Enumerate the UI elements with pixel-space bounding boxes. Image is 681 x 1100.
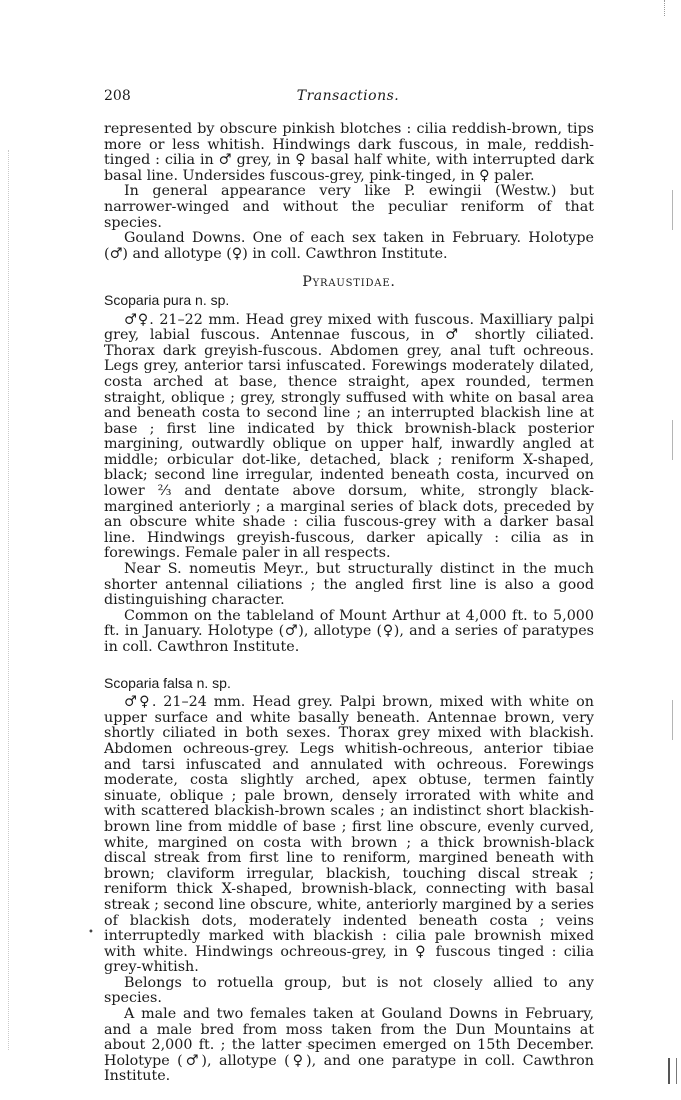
scan-edge-mark: [672, 190, 675, 230]
species-description: ♂♀. 21–24 mm. Head grey. Palpi brown, mixed with white on upper surface and white basally beneath. Antennae brown, very shortly ciliated in both sexes. Thorax grey mixed with blackish. Abdomen ochreous-grey. Legs whitish-ochreous, anterior tibiae and tarsi infuscated and annulated with ochreous. Forewings moderate, costa slightly arched, apex obtuse, termen faintly sinuate, oblique ; pale brown, densely irrorated with white and with scattered blackish-brown scales ; an indistinct short blackish-brown line from middle of base ; first line obscure, evenly curved, white, margined on costa with brown ; a thick brownish-black discal streak from first line to reniform, margined beneath with brown; claviform irregular, blackish, touching discal streak ; reniform thick X-shaped, brownish-black, connecting with basal streak ; second line obscure, white, anteriorly margined by a series of blackish dots, moderately indented beneath costa ; veins interruptedly marked with blackish : cilia pale brownish mixed with white. Hindwings ochreous-grey, in ♀ fuscous tinged : cilia grey-whitish.: [104, 694, 594, 976]
scan-edge-mark: [668, 1058, 677, 1084]
body-paragraph: represented by obscure pinkish blotches : cilia reddish-brown, tips more or less whitish. Hindwings dark fuscous, in male, reddish-tinged : cilia in ♂ grey, in ♀ basal half white, with interrupted dark basal line. Undersides fuscous-grey, pink-tinged, in ♀ paler.: [104, 121, 594, 184]
body-paragraph: In general appearance very like P. ewingii (Westw.) but narrower-winged and without the peculiar reniform of that species.: [104, 183, 594, 231]
scan-edge-mark: [672, 700, 675, 740]
species-heading: Scoparia falsa n. sp.: [104, 674, 231, 691]
running-head: [104, 88, 592, 108]
page-number: 208: [104, 88, 131, 104]
species-remarks: Belongs to rotuella group, but is not closely allied to any species.: [104, 974, 594, 1007]
article-body: [104, 122, 594, 1085]
species-remarks: Near S. nomeutis Meyr., but structurally distinct in the much shorter antennal ciliations ; the angled first line is also a good distinguishing character.: [104, 561, 594, 609]
species-heading: Scoparia pura n. sp.: [104, 291, 230, 308]
species-description: ♂♀. 21–22 mm. Head grey mixed with fuscous. Maxilliary palpi grey, labial fuscous. Antennae fuscous, in ♂ shortly ciliated. Thorax dark greyish-fuscous. Abdomen grey, anal tuft ochreous. Legs grey, anterior tarsi infuscated. Forewings moderately dilated, costa arched at base, thence straight, apex rounded, termen straight, oblique ; grey, strongly suffused with white on basal area and beneath costa to second line ; an interrupted blackish line at base ; first line indicated by thick brownish-black posterior margining, outwardly oblique on upper half, inwardly angled at middle; orbicular dot-like, detached, black ; reniform X-shaped, black; second line irregular, indented beneath costa, incurved on lower ⅔ and dentate above dorsum, white, strongly black-margined anteriorly ; a marginal series of black dots, preceded by an obscure white shade : cilia fuscous-grey with a darker basal line. Hindwings greyish-fuscous, darker apically : cilia as in forewings. Female paler in all respects.: [104, 311, 594, 562]
species-locality: Common on the tableland of Mount Arthur at 4,000 ft. to 5,000 ft. in January. Holotype (♂), allotype (♀), and a series of paratypes in coll. Cawthron Institute.: [104, 607, 594, 655]
running-title: Transactions.: [296, 88, 400, 104]
family-heading: Pyraustidae.: [302, 274, 396, 291]
scan-edge-mark: [664, 0, 667, 16]
species-locality: A male and two females taken at Gouland Downs in February, and a male bred from moss taken from the Dun Mountains at about 2,000 ft. ; the latter specimen emerged on 15th December. Holotype (♂), allotype (♀), and one paratype in coll. Cawthron Institute.: [104, 1006, 594, 1085]
scan-margin-dots: [8, 150, 11, 1050]
scan-edge-mark: [672, 420, 675, 460]
body-paragraph: Gouland Downs. One of each sex taken in February. Holotype (♂) and allotype (♀) in coll. Cawthron Institute.: [104, 230, 594, 262]
scan-speck: •: [88, 927, 94, 938]
